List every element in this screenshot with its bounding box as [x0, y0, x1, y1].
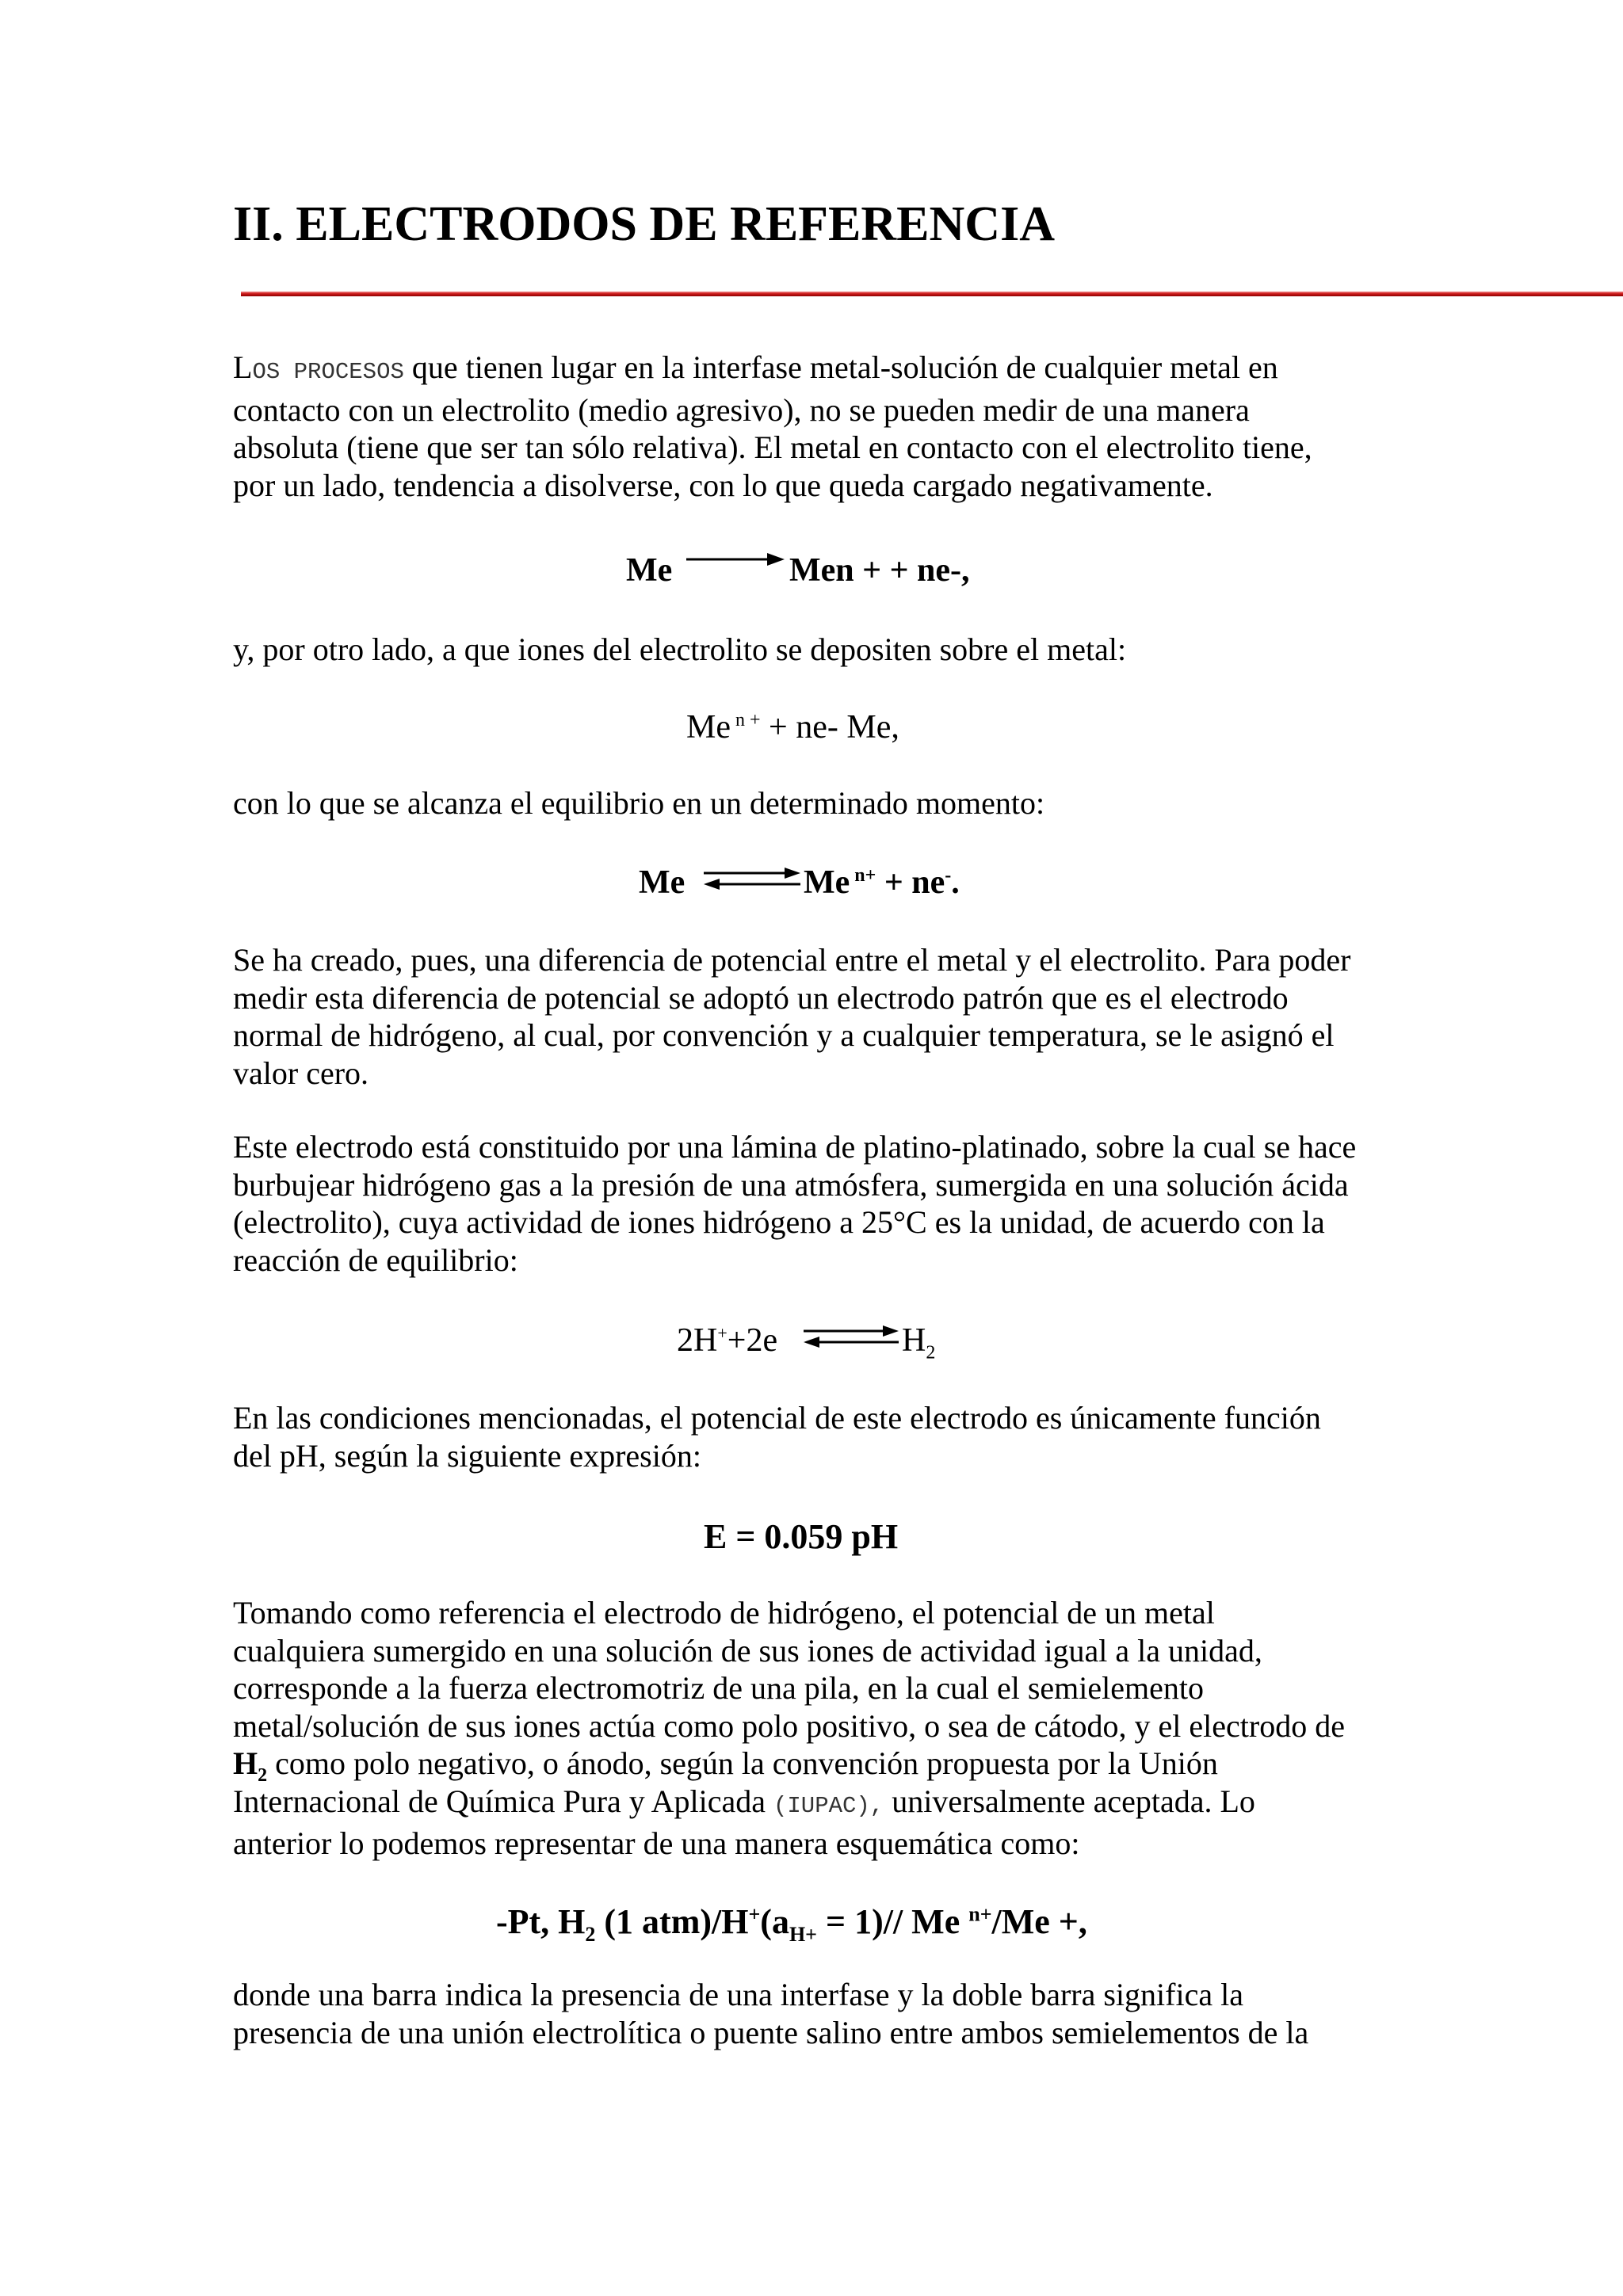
hydrogen-subscript: 2 [258, 1765, 268, 1786]
paragraph-line: En las condiciones mencionadas, el potencial de este electrodo es únicamente función [233, 1400, 1321, 1436]
line-text: Internacional de Química Pura y Aplicada [233, 1783, 773, 1819]
equation-body: E = 0.059 pH [704, 1517, 899, 1556]
equation-left [677, 1317, 777, 1364]
paragraph-line: presencia de una unión electrolítica o puente salino entre ambos semielementos de la [233, 2014, 1309, 2050]
equation-superscript: + [717, 1323, 727, 1343]
paragraph-line: donde una barra indica la presencia de una interfase y la doble barra significa la [233, 1977, 1243, 2012]
line-text: como polo negativo, o ánodo, según la convención propuesta por la Unión [267, 1745, 1218, 1781]
iupac-acronym: (IUPAC), [773, 1792, 884, 1819]
paragraph-line: cualquiera sumergido en una solución de sus iones de actividad igual a la unidad, [233, 1632, 1262, 1669]
equation-base: Me [804, 864, 850, 901]
paragraph-line: corresponde a la fuerza electromotriz de una pila, en la cual el semielemento [233, 1670, 1204, 1706]
equation-subscript: H+ [789, 1922, 817, 1946]
equation-subscript: 2 [926, 1342, 936, 1363]
equation-oxidation [0, 547, 1623, 594]
smallcaps-rest: OS PROCESOS [252, 359, 404, 385]
paragraph-line [233, 349, 1312, 391]
equation-body [686, 704, 899, 751]
equation-end: . [951, 864, 960, 901]
equation-body [496, 1897, 1087, 1947]
equation-cell-notation [0, 1897, 1623, 1947]
paragraph-line: metal/solución de sus iones actúa como polo positivo, o sea de cátodo, y el electrodo de [233, 1707, 1345, 1744]
equation-part: /Me +, [991, 1902, 1087, 1941]
paragraph-line: contacto con un electrolito (medio agresivo), no se pueden medir de una manera [233, 391, 1250, 428]
equation-left: Me [639, 864, 685, 901]
equation-left: Me [626, 552, 673, 589]
paragraph-line: absoluta (tiene que ser tan sólo relativa). El metal en contacto con el electrolito tiene, [233, 429, 1312, 465]
paragraph-equilibrium: con lo que se alcanza el equilibrio en un determinado momento: [233, 785, 1045, 821]
paragraph-deposition: y, por otro lado, a que iones del electrolito se depositen sobre el metal: [233, 631, 1127, 667]
paragraph-electrode [233, 1128, 1356, 1279]
paragraph-line: Se ha creado, pues, una diferencia de potencial entre el metal y el electrolito. Para poder [233, 942, 1351, 978]
paragraph-line: anterior lo podemos representar de una manera esquemática como: [233, 1825, 1080, 1861]
equation-part: -Pt, H [496, 1902, 586, 1941]
line-text: que tienen lugar en la interfase metal-solución de cualquier metal en [403, 349, 1278, 385]
equation-part: = 1)// Me [817, 1902, 969, 1941]
paragraph-potential [233, 941, 1350, 1092]
equation-part: (a [760, 1902, 789, 1941]
paragraph-line: reacción de equilibrio: [233, 1241, 518, 1278]
paragraph-line: Tomando como referencia el electrodo de hidrógeno, el potencial de un metal [233, 1595, 1215, 1630]
equation-right [804, 859, 960, 906]
equation-part: (1 atm)/H [595, 1902, 749, 1941]
equilibrium-arrow-icon [802, 1323, 900, 1352]
equation-right: Men + + ne-, [789, 552, 970, 589]
line-text: universalmente aceptada. Lo [884, 1783, 1255, 1819]
hydrogen-symbol: H [233, 1745, 258, 1781]
equation-equilibrium [0, 859, 1623, 906]
smallcaps-initial: L [233, 349, 253, 385]
equation-subscript: 2 [585, 1922, 596, 1946]
equation-hydrogen [0, 1317, 1623, 1364]
paragraph-line: burbujear hidrógeno gas a la presión de una atmósfera, sumergida en una solución ácida [233, 1166, 1349, 1203]
equilibrium-arrow-icon [702, 865, 802, 894]
paragraph-line: Este electrodo está constituido por una lámina de platino-platinado, sobre la cual se hace [233, 1129, 1357, 1165]
equation-superscript: n + [735, 710, 761, 730]
paragraph-line: normal de hidrógeno, al cual, por convención y a cualquier temperatura, se le asignó el [233, 1017, 1335, 1053]
equation-right [902, 1317, 935, 1364]
right-arrow-icon [686, 550, 786, 569]
paragraph-line [233, 1783, 1345, 1825]
paragraph-reference [233, 1594, 1345, 1863]
equation-reduction [0, 704, 1623, 751]
paragraph-line: valor cero. [233, 1055, 369, 1091]
equation-superscript: + [748, 1902, 761, 1926]
paragraph-notation-meaning [233, 1976, 1308, 2051]
paragraph-line: (electrolito), cuya actividad de iones hidrógeno a 25°C es la unidad, de acuerdo con la [233, 1204, 1325, 1240]
equation-superscript: - [945, 865, 952, 886]
equation-superscript: n+ [968, 1902, 992, 1926]
equation-rest: +2e [727, 1322, 778, 1359]
equation-tail: + ne [876, 864, 945, 901]
equation-base: Me [686, 709, 731, 746]
page-title: II. ELECTRODOS DE REFERENCIA [233, 197, 1055, 251]
equation-base: 2H [677, 1322, 718, 1359]
title-divider [241, 292, 1623, 296]
paragraph-ph-function [233, 1399, 1321, 1474]
equation-ph [0, 1512, 1623, 1562]
paragraph-line: del pH, según la siguiente expresión: [233, 1437, 701, 1474]
equation-superscript: n+ [854, 865, 876, 886]
paragraph-line [233, 1745, 1345, 1786]
paragraph-intro [233, 349, 1312, 504]
paragraph-line: medir esta diferencia de potencial se adoptó un electrodo patrón que es el electrodo [233, 979, 1289, 1016]
paragraph-line: por un lado, tendencia a disolverse, con lo que queda cargado negativamente. [233, 467, 1213, 503]
equation-base: H [902, 1322, 926, 1359]
equation-rest: + ne- Me, [760, 709, 899, 746]
